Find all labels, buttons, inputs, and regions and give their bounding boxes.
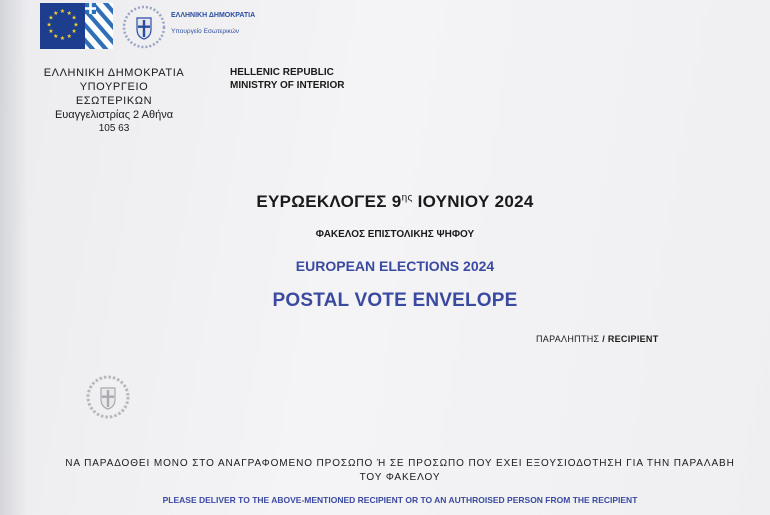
eu-flag-icon xyxy=(40,3,85,49)
svg-text:★: ★ xyxy=(71,28,77,36)
svg-text:★: ★ xyxy=(53,9,59,17)
svg-text:★: ★ xyxy=(59,8,66,15)
sender-english-line2: MINISTRY OF INTERIOR xyxy=(230,80,345,91)
sender-address-english xyxy=(230,66,344,92)
sender-greek-line2: ΥΠΟΥΡΓΕΙΟ xyxy=(79,81,149,93)
svg-text:★: ★ xyxy=(48,14,54,22)
title-greek-ordinal: ης xyxy=(401,192,413,204)
sender-postcode: 105 63 xyxy=(98,123,130,134)
subtitle-greek: ΦΑΚΕΛΟΣ ΕΠΙΣΤΟΛΙΚΗΣ ΨΗΦΟΥ xyxy=(315,229,475,240)
title-english: EUROPEAN ELECTIONS 2024 xyxy=(295,258,495,274)
svg-text:★: ★ xyxy=(73,21,79,29)
subtitle-english: POSTAL VOTE ENVELOPE xyxy=(272,290,518,311)
sender-greek-line1: ΕΛΛΗΝΙΚΗ ΔΗΜΟΚΡΑΤΙΑ xyxy=(43,67,185,79)
recipient-separator: / xyxy=(599,334,608,344)
svg-text:★: ★ xyxy=(46,21,52,29)
recipient-label xyxy=(536,334,659,344)
greek-coat-of-arms-icon xyxy=(122,5,166,49)
title-greek-date: ΙΟΥΝΙΟΥ 2024 xyxy=(412,192,534,211)
svg-text:★: ★ xyxy=(66,9,72,17)
recipient-label-greek: ΠΑΡΑΛΗΠΤΗΣ xyxy=(536,334,600,344)
greek-flag-icon xyxy=(85,3,113,49)
title-greek-main: ΕΥΡΩΕΚΛΟΓΕΣ 9 xyxy=(256,192,402,211)
sender-english-line1: HELLENIC REPUBLIC xyxy=(230,67,334,78)
delivery-notice-english: PLEASE DELIVER TO THE ABOVE-MENTIONED RECIPIENT OR TO AN AUTHROISED PERSON FROM THE RECIPIENT xyxy=(162,495,638,505)
sender-greek-line3: ΕΣΩΤΕΡΙΚΩΝ xyxy=(75,95,153,107)
sender-street-address: Ευαγγελιστρίας 2 Αθήνα xyxy=(54,109,174,121)
emblem-title: ΕΛΛΗΝΙΚΗ ΔΗΜΟΚΡΑΤΙΑ xyxy=(171,12,256,19)
title-greek xyxy=(0,192,770,212)
svg-text:★: ★ xyxy=(59,34,66,42)
emblem-subtitle: Υπουργείο Εσωτερικών xyxy=(171,28,240,35)
greek-coat-of-arms-icon xyxy=(85,374,131,420)
svg-text:★: ★ xyxy=(66,33,72,40)
svg-text:★: ★ xyxy=(53,33,59,40)
svg-text:★: ★ xyxy=(71,14,77,22)
sender-address-greek xyxy=(32,66,196,136)
recipient-label-english: RECIPIENT xyxy=(607,334,659,344)
svg-text:★: ★ xyxy=(48,28,54,36)
delivery-notice-greek: ΝΑ ΠΑΡΑΔΟΘΕΙ ΜΟΝΟ ΣΤΟ ΑΝΑΓΡΑΦΟΜΕΝΟ ΠΡΟΣΩΠΟ Ή ΣΕ ΠΡΟΣΩΠΟ ΠΟΥ ΕΧΕΙ ΕΞΟΥΣΙΟΔΟΤΗΣΗ ΓΙΑ ΤΗΝ ΠΑΡΑΛΑΒΗ ΤΟΥ ΦΑΚΕΛΟΥ xyxy=(65,458,735,483)
